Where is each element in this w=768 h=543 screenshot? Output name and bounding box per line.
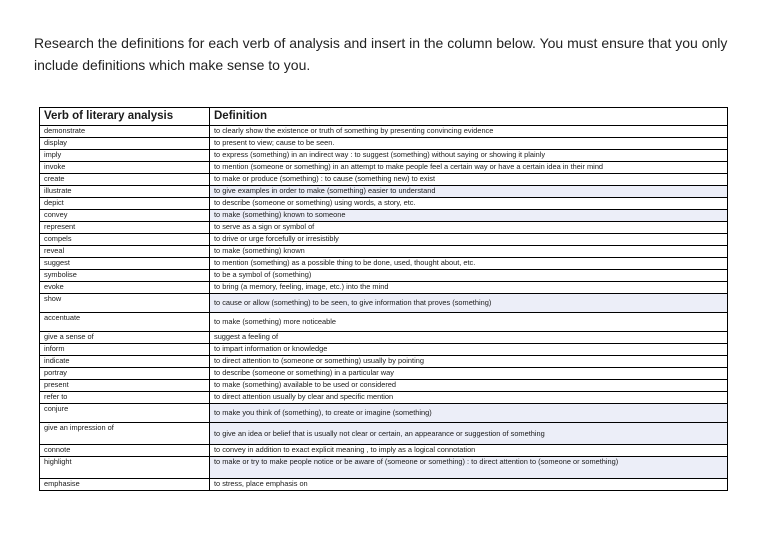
table-row xyxy=(40,380,728,392)
table-row xyxy=(40,258,728,270)
table-row xyxy=(40,479,728,491)
definition-cell: to make (something) available to be used or considered xyxy=(210,380,728,392)
definitions-table xyxy=(39,107,728,491)
definition-cell: to mention (someone or something) in an attempt to make people feel a certain way or have a certain idea in their mind xyxy=(210,162,728,174)
verb-cell: symbolise xyxy=(40,270,210,282)
definition-cell: to make (something) more noticeable xyxy=(210,313,728,332)
definition-cell: to cause or allow (something) to be seen, to give information that proves (something) xyxy=(210,294,728,313)
verb-cell: imply xyxy=(40,150,210,162)
definition-cell: to direct attention to (someone or something) usually by pointing xyxy=(210,356,728,368)
definition-column-header: Definition xyxy=(210,108,728,126)
table-row xyxy=(40,234,728,246)
definition-cell: to express (something) in an indirect way : to suggest (something) without saying or showing it plainly xyxy=(210,150,728,162)
table-row xyxy=(40,294,728,313)
definition-cell: to impart information or knowledge xyxy=(210,344,728,356)
verb-cell: suggest xyxy=(40,258,210,270)
verb-cell: highlight xyxy=(40,457,210,479)
verb-cell: emphasise xyxy=(40,479,210,491)
table-header-row xyxy=(40,108,728,126)
definition-cell: to clearly show the existence or truth of something by presenting convincing evidence xyxy=(210,126,728,138)
table-row xyxy=(40,150,728,162)
verb-cell: present xyxy=(40,380,210,392)
definition-cell: to give an idea or belief that is usually not clear or certain, an appearance or suggestion of something xyxy=(210,423,728,445)
definition-cell: to make you think of (something), to create or imagine (something) xyxy=(210,404,728,423)
instructions-text: Research the definitions for each verb of analysis and insert in the column below. You must ensure that you only include definitions which make sense to you. xyxy=(34,35,728,73)
verb-cell: portray xyxy=(40,368,210,380)
table-row xyxy=(40,246,728,258)
verb-cell: refer to xyxy=(40,392,210,404)
definition-cell: to convey in addition to exact explicit meaning , to imply as a logical connotation xyxy=(210,445,728,457)
table-row xyxy=(40,282,728,294)
table-row xyxy=(40,356,728,368)
verb-cell: connote xyxy=(40,445,210,457)
verb-cell: depict xyxy=(40,198,210,210)
definition-cell: to make or produce (something) : to cause (something new) to exist xyxy=(210,174,728,186)
verb-cell: compels xyxy=(40,234,210,246)
table-row xyxy=(40,198,728,210)
verb-cell: invoke xyxy=(40,162,210,174)
definition-cell: to be a symbol of (something) xyxy=(210,270,728,282)
definition-cell: to present to view; cause to be seen. xyxy=(210,138,728,150)
table-row xyxy=(40,174,728,186)
verb-cell: inform xyxy=(40,344,210,356)
table-row xyxy=(40,138,728,150)
verb-cell: show xyxy=(40,294,210,313)
verb-column-header: Verb of literary analysis xyxy=(40,108,210,126)
verb-cell: give a sense of xyxy=(40,332,210,344)
verb-cell: accentuate xyxy=(40,313,210,332)
verb-cell: conjure xyxy=(40,404,210,423)
definition-cell: to make or try to make people notice or be aware of (someone or something) : to direct attention to (someone or something) xyxy=(210,457,728,479)
verb-cell: illustrate xyxy=(40,186,210,198)
table-row xyxy=(40,344,728,356)
table-row xyxy=(40,210,728,222)
verb-cell: represent xyxy=(40,222,210,234)
definition-cell: to make (something) known xyxy=(210,246,728,258)
table-row xyxy=(40,126,728,138)
verb-cell: display xyxy=(40,138,210,150)
table-row xyxy=(40,162,728,174)
table-row xyxy=(40,404,728,423)
table-row xyxy=(40,392,728,404)
definition-cell: to bring (a memory, feeling, image, etc.) into the mind xyxy=(210,282,728,294)
verb-cell: demonstrate xyxy=(40,126,210,138)
definition-cell: to describe (someone or something) in a particular way xyxy=(210,368,728,380)
verb-cell: create xyxy=(40,174,210,186)
table-row xyxy=(40,270,728,282)
table-row xyxy=(40,222,728,234)
definition-cell: to serve as a sign or symbol of xyxy=(210,222,728,234)
definition-cell: to give examples in order to make (something) easier to understand xyxy=(210,186,728,198)
table-row xyxy=(40,332,728,344)
table-row xyxy=(40,313,728,332)
definition-cell: to mention (something) as a possible thing to be done, used, thought about, etc. xyxy=(210,258,728,270)
definition-cell: suggest a feeling of xyxy=(210,332,728,344)
table-row xyxy=(40,186,728,198)
definition-cell: to stress, place emphasis on xyxy=(210,479,728,491)
verb-cell: convey xyxy=(40,210,210,222)
definition-cell: to describe (someone or something) using words, a story, etc. xyxy=(210,198,728,210)
verb-cell: indicate xyxy=(40,356,210,368)
table-row xyxy=(40,368,728,380)
verb-cell: evoke xyxy=(40,282,210,294)
table-row xyxy=(40,445,728,457)
definition-cell: to direct attention usually by clear and specific mention xyxy=(210,392,728,404)
verb-cell: give an impression of xyxy=(40,423,210,445)
verb-cell: reveal xyxy=(40,246,210,258)
table-row xyxy=(40,423,728,445)
definition-cell: to make (something) known to someone xyxy=(210,210,728,222)
table-row xyxy=(40,457,728,479)
definition-cell: to drive or urge forcefully or irresistibly xyxy=(210,234,728,246)
